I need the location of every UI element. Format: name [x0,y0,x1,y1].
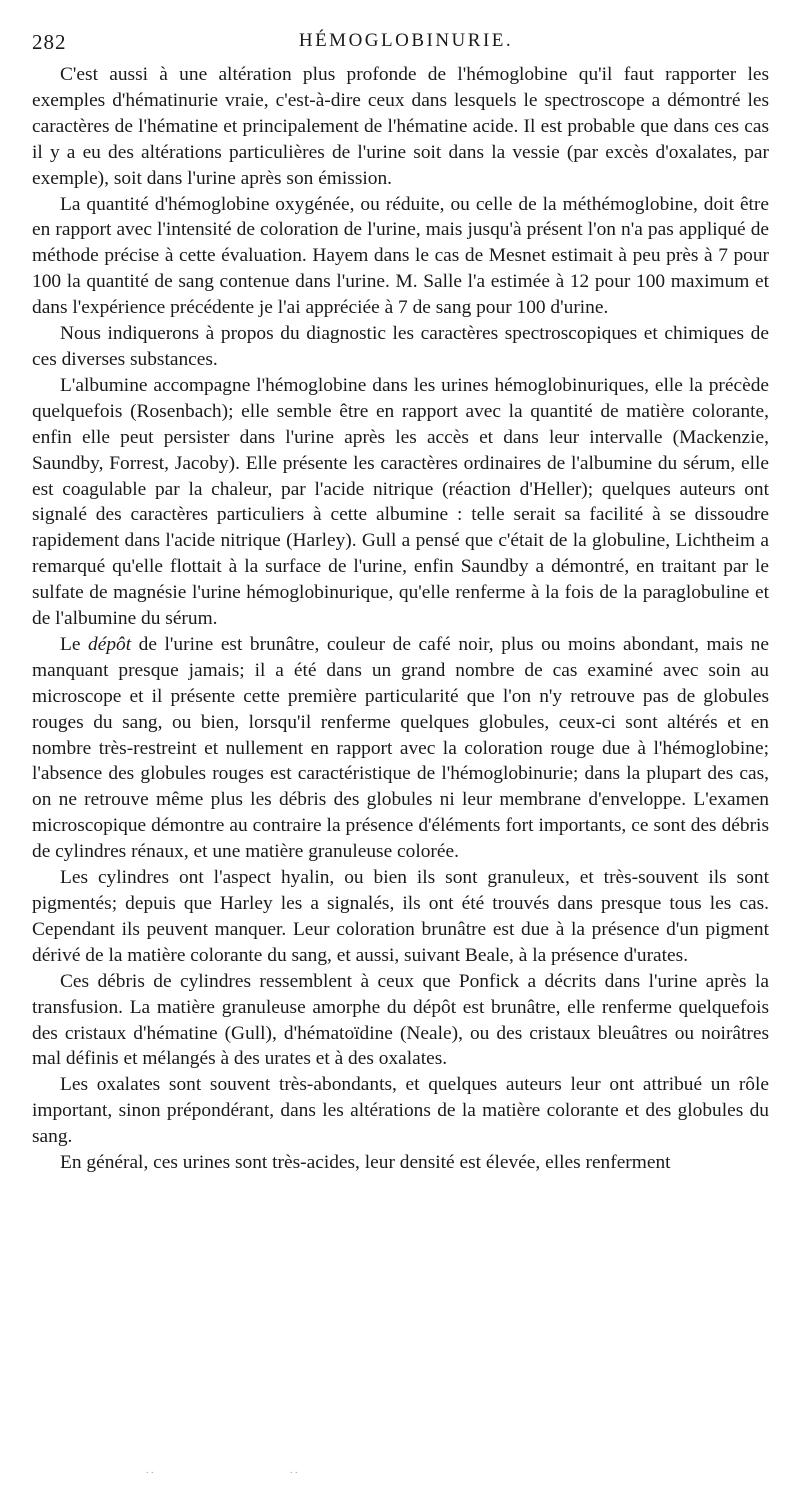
paragraph-oxalates: Les oxalates sont souvent très-abondants, et quelques auteurs leur ont attribué un rôle important, sinon prépondérant, dans les altérations de la matière colorante et des globules du sang. [32,1074,769,1148]
paragraph-diagnostic: Nous indiquerons à propos du diagnostic les caractères spectroscopiques et chimiques de ces diverses substances. [32,323,769,370]
depot-lead: Le [60,633,89,655]
paragraph-albumine: L'albumine accompagne l'hémoglobine dans les urines hémoglobinuriques, elle la précède quelquefois (Rosenbach); elle semble être en rapport avec la quantité de matière colorante, enfin elle peut persister dans l'urine après les accès et dans leur intervalle (Mackenzie, Saundby, Forrest, Jacoby). Elle présente les caractères ordinaires de l'albumine du sérum, elle est coagulable par la chaleur, par l'acide nitrique (réaction d'Heller); quelques auteurs ont signalé des caractères particuliers à cette albumine : telle serait sa facilité à se dissoudre rapidement dans l'acide nitrique (Harley). Gull a pensé que c'était de la globuline, Lichtheim a remarqué qu'elle flottait à la surface de l'urine, enfin Saundby a démontré, en traitant par le sulfate de magnésie l'urine hémoglobinurique, qu'elle renferme à la fois de la paraglobuline et de l'albumine du sérum. [32,374,769,630]
depot-text: de l'urine est brunâtre, couleur de café noir, plus ou moins abondant, mais ne manquant presque jamais; il a été dans un grand nombre de cas examiné avec soin au microscope et il présente cette première particularité que l'on n'y retrouve pas de globules rouges du sang, ou bien, lorsqu'il renferme quelques globules, ceux-ci sont altérés et en nombre très-restreint et nullement en rapport avec la coloration rouge due à l'hémoglobine; l'absence des globules rouges est caractéristique de l'hémoglobinurie; dans la plupart des cas, on ne retrouve même plus les débris des globules ni leur membrane d'enveloppe. L'examen microscopique démontre au contraire la présence d'éléments fort importants, ce sont des débris de cylindres rénaux, et une matière granuleuse colorée. [32,633,769,863]
running-title: HÉMOGLOBINURIE. [298,30,514,51]
depot-emphasis: dépôt [88,633,132,655]
paragraph-debris-cylindres: Ces débris de cylindres ressemblent à ceux que Ponfick a décrits dans l'urine après la transfusion. La matière granuleuse amorphe du dépôt est brunâtre, elle renferme quelquefois des cristaux d'hématine (Gull), d'hématoïdine (Neale), ou des cristaux bleuâtres ou noirâtres mal définis et mélangés à des urates et à des oxalates. [32,970,769,1070]
paragraph-cylindres: Les cylindres ont l'aspect hyalin, ou bien ils sont granuleux, et très-souvent ils sont pigmentés; depuis que Harley les a signalés, ils ont été trouvés dans presque tous les cas. Cependant ils peuvent manquer. Leur coloration brunâtre est due à la présence d'un pigment dérivé de la matière colorante du sang, et aussi, suivant Beale, à la présence d'urates. [32,867,769,966]
paragraph-quantite-hemoglobine: La quantité d'hémoglobine oxygénée, ou réduite, ou celle de la méthémoglobine, doit être en rapport avec l'intensité de coloration de l'urine, mais jusqu'à présent l'on n'a pas appliqué de méthode précise à cette évaluation. Hayem dans le cas de Mesnet estimait à peu près à 7 pour 100 la quantité de sang contenue dans l'urine. M. Salle l'a estimée à 12 pour 100 maximum et dans l'expérience précédente je l'ai appréciée à 7 de sang pour 100 d'urine. [32,193,769,319]
paragraph-urines-acides: En général, ces urines sont très-acides, leur densité est élevée, elles renferment [60,1152,671,1174]
page-header [32,28,770,58]
paragraph-depot [32,632,769,865]
page-number: 282 [32,30,67,54]
paragraph-hematinurie: C'est aussi à une altération plus profonde de l'hémoglobine qu'il faut rapporter les exemples d'hématinurie vraie, c'est-à-dire ceux dans lesquels le spectroscope a démontré les caractères de l'hématine et principalement de l'hématine acide. Il est probable que dans ces cas il y a eu des altérations particulières de l'urine soit dans la vessie (par excès d'oxalates, par exemple), soit dans l'urine après son émission. [32,64,769,189]
footer-mark-left: . . [146,1465,154,1476]
page-footer-marks [140,1465,340,1475]
body-text [32,62,769,1176]
footer-mark-right: . . [290,1465,298,1476]
